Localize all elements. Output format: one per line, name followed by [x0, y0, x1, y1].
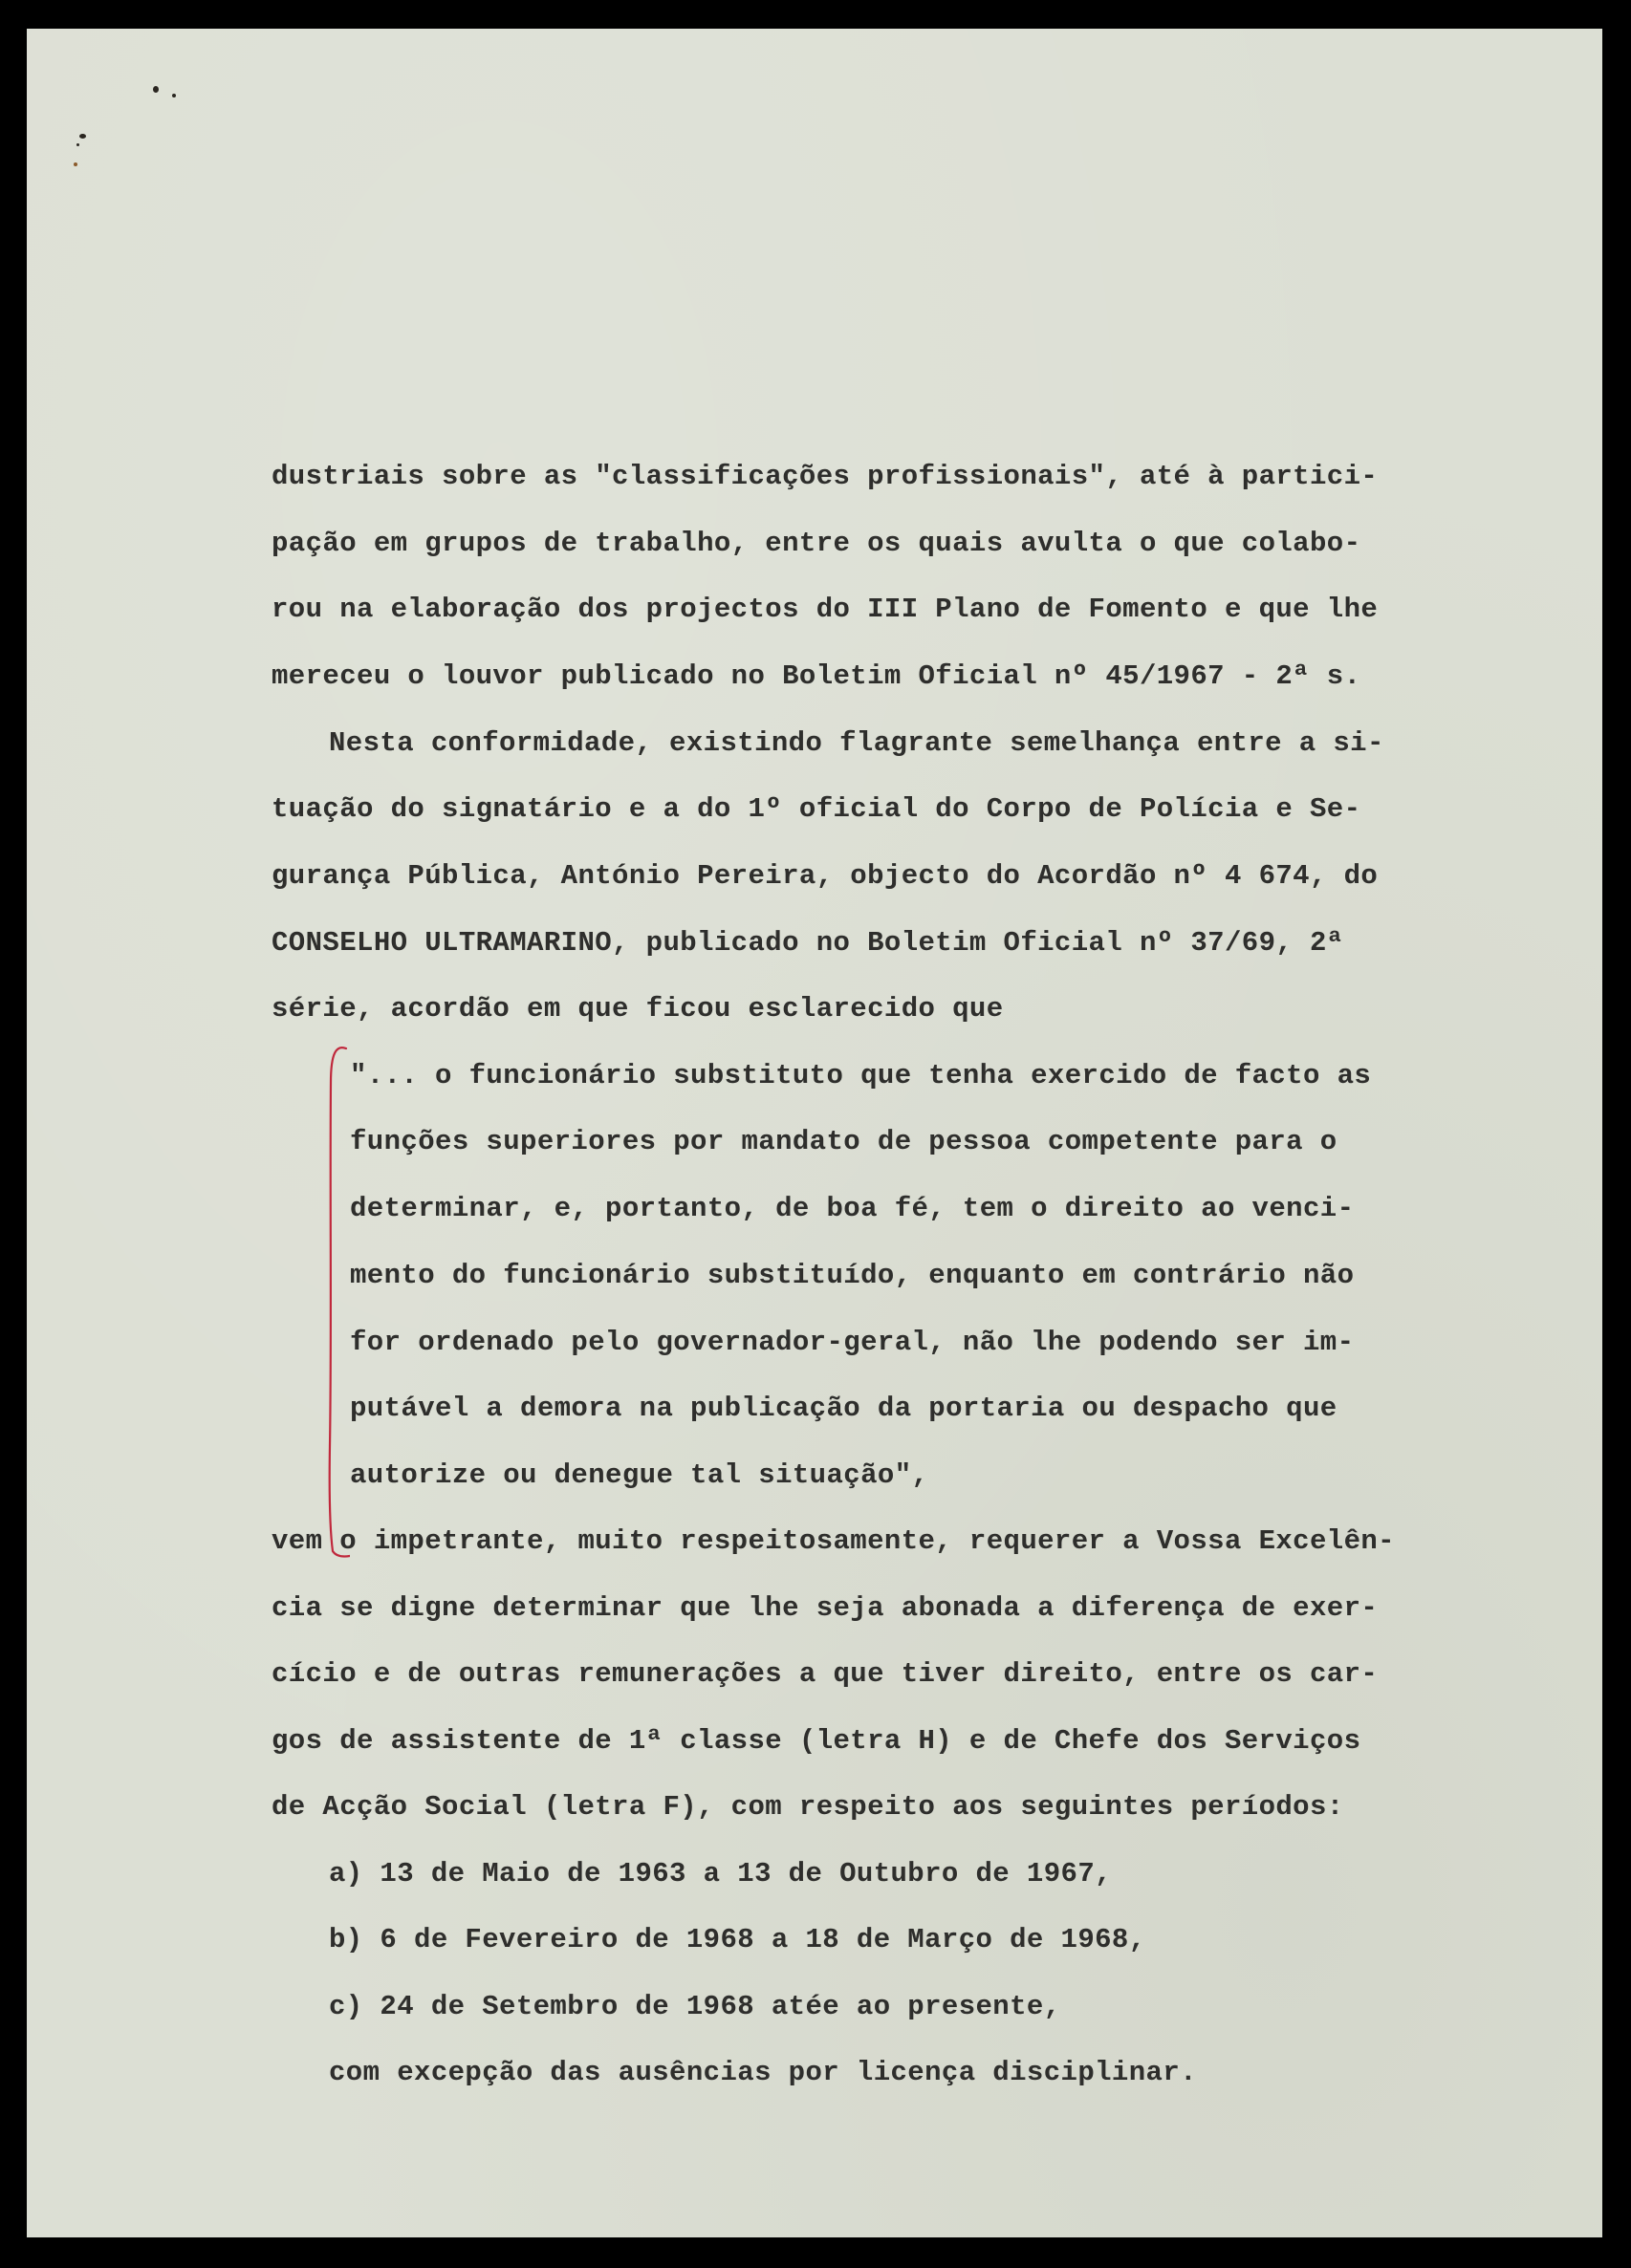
period-item: a) 13 de Maio de 1963 a 13 de Outubro de 1967, [329, 1858, 1112, 1890]
text-line: vem o impetrante, muito respeitosamente, requerer a Vossa Excelên- [272, 1525, 1395, 1557]
text-line: tuação do signatário e a do 1º oficial do Corpo de Polícia e Se- [272, 793, 1361, 825]
period-item: b) 6 de Fevereiro de 1968 a 18 de Março de 1968, [329, 1924, 1146, 1955]
ink-speck [172, 94, 176, 97]
ink-speck [74, 162, 77, 166]
period-item: c) 24 de Setembro de 1968 atée ao presente, [329, 1991, 1061, 2022]
text-line: dustriais sobre as "classificações profissionais", até à partici- [272, 461, 1379, 492]
text-line: pação em grupos de trabalho, entre os quais avulta o que colabo- [272, 528, 1361, 559]
ink-speck [76, 143, 79, 146]
closing-line: com excepção das ausências por licença disciplinar. [329, 2057, 1197, 2088]
text-line: série, acordão em que ficou esclarecido que [272, 993, 1004, 1025]
quote-line: determinar, e, portanto, de boa fé, tem o direito ao venci- [350, 1193, 1355, 1224]
quote-line: autorize ou denegue tal situação", [350, 1459, 929, 1491]
text-line: gurança Pública, António Pereira, objecto do Acordão nº 4 674, do [272, 860, 1379, 892]
text-line: cia se digne determinar que lhe seja abonada a diferença de exer- [272, 1592, 1379, 1624]
ink-speck [79, 134, 86, 139]
quote-line: putável a demora na publicação da portaria ou despacho que [350, 1393, 1337, 1424]
red-margin-bracket [321, 1045, 350, 1559]
text-line: de Acção Social (letra F), com respeito aos seguintes períodos: [272, 1791, 1344, 1823]
text-line: CONSELHO ULTRAMARINO, publicado no Boletim Oficial nº 37/69, 2ª [272, 927, 1344, 959]
text-line: rou na elaboração dos projectos do III Plano de Fomento e que lhe [272, 594, 1379, 625]
text-line: cício e de outras remunerações a que tiver direito, entre os car- [272, 1658, 1379, 1690]
quote-line: funções superiores por mandato de pessoa competente para o [350, 1126, 1337, 1157]
ink-speck [153, 86, 159, 93]
text-line: mereceu o louvor publicado no Boletim Oficial nº 45/1967 - 2ª s. [272, 660, 1361, 692]
document-page [27, 29, 1602, 2237]
quote-line: mento do funcionário substituído, enquanto em contrário não [350, 1260, 1355, 1291]
quote-line: "... o funcionário substituto que tenha exercido de facto as [350, 1060, 1372, 1091]
text-line: gos de assistente de 1ª classe (letra H) e de Chefe dos Serviços [272, 1725, 1361, 1757]
text-line: Nesta conformidade, existindo flagrante semelhança entre a si- [329, 727, 1384, 759]
quote-line: for ordenado pelo governador-geral, não lhe podendo ser im- [350, 1327, 1355, 1358]
